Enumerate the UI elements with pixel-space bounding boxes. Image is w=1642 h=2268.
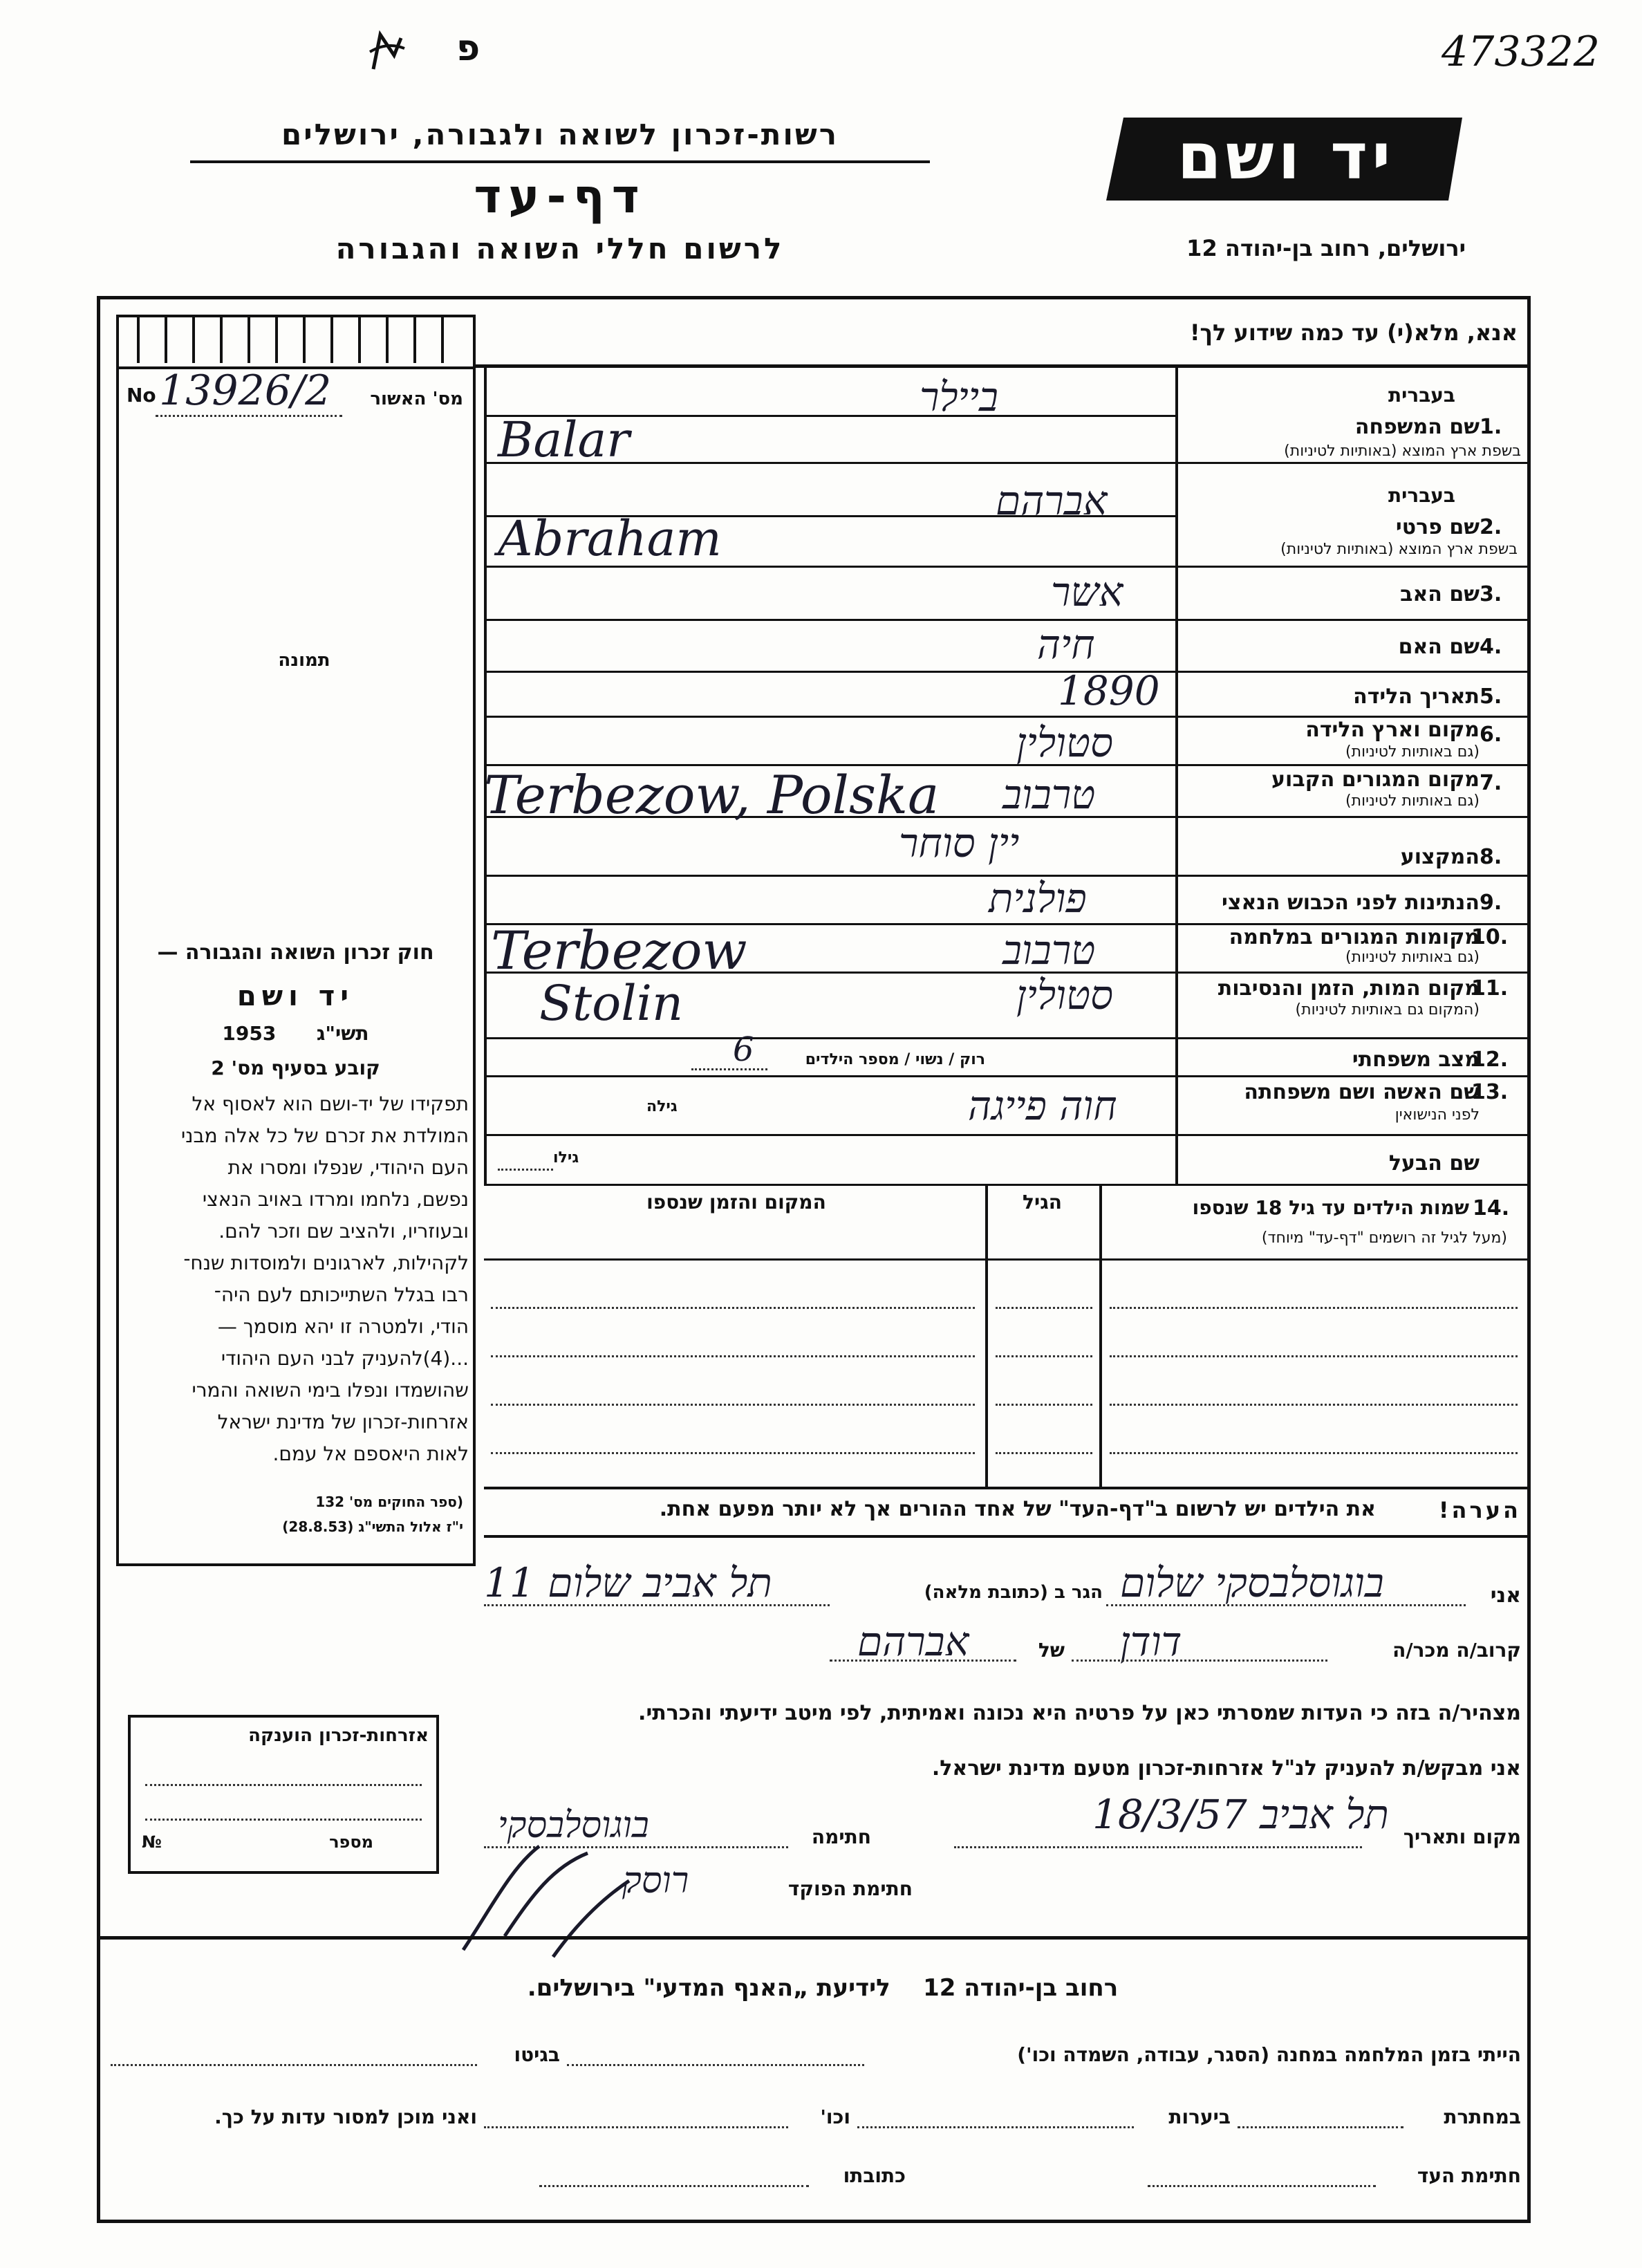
law-year: 1953 [222,1022,277,1045]
value-children-count: 6 [733,1030,754,1069]
decl-examiner-label: חתימת הפוקד [787,1877,913,1900]
children-row [1110,1307,1518,1309]
children-header-line [484,1258,1531,1261]
value-residence-hebrew: טרבוב [1002,771,1096,818]
value-witness-name: בוגוסלבסקי שלום [1120,1559,1384,1606]
witness-dotline [1106,1604,1466,1606]
value-nationality: פולנית [989,875,1087,922]
footer-top-line [97,1936,1531,1940]
law-text-line: לקהילות, לארגונים ולמוסדות שנח־ [183,1252,469,1274]
field-marital-options: רוק / נשוי / מספר הילדים [805,1051,985,1068]
stamp-box-title: אזרחות-זכרון הוענקה [248,1725,429,1746]
decl-place-date-label: מקום ותאריך [1403,1825,1521,1848]
footer-line2-dots-3 [484,2126,788,2128]
field-label-residence: מקום המגורים הקבוע [1271,768,1480,792]
approval-label: מס' האשור [370,389,463,409]
footer-title: לידיעת „האנף המדעי" בירושלים. [527,1974,890,2002]
field-num: 2. [1480,515,1502,539]
footer-line3-dots-1 [1148,2185,1376,2187]
field-label-marital: מצב משפחתי [1352,1048,1480,1072]
law-text-line: הודי, ולמטרה זו יהא מוסמך — [217,1315,469,1338]
approval-no-prefix: No [127,384,156,407]
law-clause: קובע בסעיף מס' 2 [211,1057,380,1079]
value-place-date: תל אביב 18/3/57 [1092,1791,1389,1838]
footer-title-row [415,1974,1231,2002]
law-text [123,1093,469,1474]
field-num: 3. [1480,582,1502,606]
note-label: הערה! [1438,1497,1521,1523]
field-label-birthplace: מקום וארץ הלידה [1305,718,1480,742]
stamp-box-number-label: מספר [329,1832,373,1852]
field-num: 10. [1471,925,1509,949]
value-firstname-latin: Abraham [498,510,722,567]
footer-line1-b: בגיטו [514,2043,560,2066]
value-signature: בוגוסלבסקי [498,1805,649,1846]
footer-line2-b: ביערות [1168,2106,1231,2128]
intro-divider [476,364,1531,368]
footer-line2-a: במחתרת [1444,2106,1521,2128]
value-surname-hebrew: ביילר [920,373,998,420]
children-row [491,1355,975,1357]
children-row [491,1404,975,1406]
row-line [484,1134,1531,1136]
field-husband-age-label: גילו [553,1149,579,1166]
row-line [484,462,1531,464]
form-title: דף-עד [474,169,646,224]
field-sub-war-residence: (גם באותיות לטיניות) [1345,949,1480,966]
law-text-line: לאות היאספם אל עמם. [272,1442,469,1465]
decl-i: אני [1490,1583,1521,1608]
footer-address: רחוב בן-יהודה 12 [923,1974,1119,2002]
value-witness-address: תל אביב שלום 11 [484,1559,772,1606]
footer-line2-dots-2 [857,2126,1134,2128]
field-num: 4. [1480,635,1502,659]
field-num: 13. [1471,1080,1509,1104]
footer-line1-a: הייתי בזמן המלחמה במחנה (הסגר, עבודה, השמדה וכו') [1017,2043,1521,2066]
footer-line2-dots-1 [1238,2126,1403,2128]
relation-dotline [1072,1660,1327,1662]
children-col-age: הגיל [1023,1191,1062,1214]
children-row [1110,1355,1518,1357]
row-line [484,619,1531,621]
field-label-husband: שם הבעל [1388,1151,1480,1175]
value-death-place-hebrew: סטולין [1016,972,1113,1019]
field-sub-residence: (גם באותיות לטיניות) [1345,792,1480,810]
field-label-profession: המקצוע [1400,845,1480,869]
label-column-divider [1175,368,1178,1184]
decl-relative-label: קרוב/ה מכר/ה [1392,1639,1521,1662]
field-label-wife: שם האשה ושם משפחתה [1244,1080,1480,1104]
children-table-divider-place [985,1184,988,1488]
decl-of-label: של [1038,1639,1065,1662]
field-label-father: שם האב [1400,582,1480,606]
law-text-line: אזרחות-זכרון של מדינת ישראל [217,1411,469,1433]
field-pre: בעברית [1388,484,1455,507]
field-wife-age-label: גילה [646,1098,678,1115]
value-birthdate: 1890 [1058,667,1160,714]
note-bottom-line [484,1535,1531,1538]
field-num: 11. [1471,976,1509,1001]
row-line [484,1075,1531,1077]
decl-signature-label: חתימה [811,1825,871,1848]
decl-living-label: הגר ב (כתובת מלאה) [924,1582,1103,1603]
logo-address: ירושלים, רחוב בן-יהודה 12 [1186,235,1466,261]
children-dotline [691,1068,767,1070]
field-label-surname: שם המשפחה [1354,415,1480,439]
law-text-line: ובעוזריו, ולהציב שם וזכר להם. [218,1220,469,1243]
value-surname-latin: Balar [498,411,630,468]
children-row [996,1452,1092,1454]
children-row [996,1307,1092,1309]
value-birthplace: סטולין [1016,719,1113,766]
stamp-box-line [145,1784,422,1786]
children-row [491,1452,975,1454]
value-relation: דודן [1120,1618,1182,1665]
law-text-line: תפקידו של יד-ושם הוא לאסוף אל [192,1093,469,1115]
footer-line1-dots [567,2064,864,2066]
field-num: 9. [1480,891,1502,915]
org-underline [190,160,930,163]
reference-number: 473322 [1442,28,1601,76]
law-ref-1: (ספר החוקים מס' 132 [315,1494,463,1510]
value-father: אשר [1051,568,1123,615]
field-sub-surname: בשפת ארץ המוצא (באותיות לטיניות) [1284,443,1521,460]
value-war-residence-hebrew: טרבוב [1002,927,1096,974]
law-text-line: המולדת את זכרם של כל אלה מבני [180,1124,469,1147]
examiner-scribble [449,1825,643,1964]
law-year-row [124,1022,467,1045]
form-subtitle: לרשום חללי השואה והגבורה [335,232,785,266]
footer-line3-a: חתימת העד [1417,2164,1521,2187]
field-num: 6. [1480,723,1502,747]
field-label-war-residence: מקומות המגורים במלחמה [1229,925,1480,949]
footer-line2-d: ואני מוכן למסור עדות על כך. [214,2106,477,2128]
children-row [1110,1404,1518,1406]
children-row [1110,1452,1518,1454]
footer-line3-dots-2 [539,2185,809,2187]
yad-vashem-logo [1106,114,1466,204]
value-firstname-hebrew: אברהם [996,477,1108,524]
decl-line-2: אני מבקש/ת להעניק לנ"ל אזרחות-זכרון מטעם מדינת ישראל. [931,1756,1521,1781]
field-sub-death-place: (המקום גם באותיות לטיניות) [1295,1001,1480,1019]
field-num: 12. [1471,1048,1509,1072]
footer-line1-dots-end [111,2064,477,2066]
field-label-firstname: שם פרטי [1395,515,1480,539]
value-of-name: אברהם [857,1618,969,1665]
children-sub: (מעל לגיל זה רושמים "דף-עד" מיוחד) [1261,1229,1507,1247]
law-name: יד ושם [236,980,355,1012]
decl-line-1: מצהיר/ה בזה כי העדות שמסרתי כאן על פרטיה היא נכונה ואמיתית, לפי מיטב ידיעתי והכרתי. [638,1701,1521,1725]
stamp-box-no-mark: № [142,1832,162,1852]
note-text: את הילדים יש לרשום ב"דף-העד" של אחד ההורים אך לא יותר מפעם אחת. [659,1497,1376,1521]
of-dotline [830,1660,1016,1662]
address-dotline [484,1604,830,1606]
field-sub-birthplace: (גם באותיות לטיניות) [1345,743,1480,761]
row-line [484,1037,1531,1039]
intro-text: אנא, מלא(י) עד כמה שידוע לך! [1189,319,1518,346]
husband-age-dotline [498,1169,553,1171]
children-row [491,1307,975,1309]
children-col-place: המקום והזמן שנספו [646,1191,826,1214]
field-sub-wife: לפני הנישואין [1394,1106,1480,1124]
approval-number: 13926/2 [159,366,332,415]
photo-label: תמונה [278,650,330,671]
left-panel-ticks [124,315,470,366]
law-text-line: ...(4)להעניק לבני העם היהודי [221,1347,469,1370]
field-label-birthdate: תאריך הלידה [1353,685,1480,709]
law-ref-2: י"ז אלול התשי"ג (28.8.53) [282,1518,463,1535]
stamp-box-line [145,1819,422,1821]
footer-line3-b: כתובתו [843,2164,906,2187]
value-examiner: רוסק [622,1860,689,1902]
row-line [484,1184,1531,1186]
footer-line2-c: וכו' [820,2106,850,2128]
place-date-dotline [954,1846,1362,1848]
field-num: 5. [1480,685,1502,709]
value-mother: חיה [1037,621,1095,668]
field-num: 7. [1480,771,1502,795]
field-num: 8. [1480,845,1502,869]
field-pre: בעברית [1388,384,1455,407]
law-year-hebrew: תשי"ג [316,1022,369,1045]
value-profession: יין סוחר [899,819,1020,866]
children-table-divider-age [1099,1184,1102,1488]
value-death-place-latin: Stolin [539,975,684,1032]
row-line [484,671,1531,673]
value-wife-name: חוה פייגה [968,1082,1117,1129]
law-text-line: רבו בגלל השתייכותם לעם היה־ [214,1283,469,1306]
approval-dotline [156,415,342,417]
note-top-line [484,1487,1531,1489]
law-text-line: נפשם, נלחמו ומרדו באויב הנאצי [202,1188,469,1211]
law-text-line: העם היהודי, שנפלו ומסרו את [227,1156,469,1179]
org-title: רשות-זכרון לשואה ולגבורה, ירושלים [281,118,839,151]
law-title: חוק זכרון השואה והגבורה — [157,940,434,965]
children-row [996,1404,1092,1406]
corner-scribble [366,28,408,76]
value-war-residence-latin: Terbezow [491,920,747,981]
law-text-line: שהושמדו ונפלו בימי השואה והמרי [192,1379,469,1402]
children-num: 14. [1473,1196,1510,1220]
field-label-mother: שם האם [1398,635,1480,659]
field-num: 1. [1480,415,1502,439]
field-label-death-place: מקום המות, הזמן והנסיבות [1217,976,1480,1001]
children-label: שמות הילדים עד גיל 18 שנספו [1192,1196,1469,1219]
field-sub-firstname: בשפת ארץ המוצא (באותיות לטיניות) [1280,541,1518,558]
logo-text: יד ושם [1177,120,1395,194]
corner-mark: פ [456,28,481,69]
field-label-nationality: הנתינות לפני הכבוש הנאצי [1222,891,1480,915]
value-residence-latin: Terbezow, Polska [484,764,940,826]
children-row [996,1355,1092,1357]
